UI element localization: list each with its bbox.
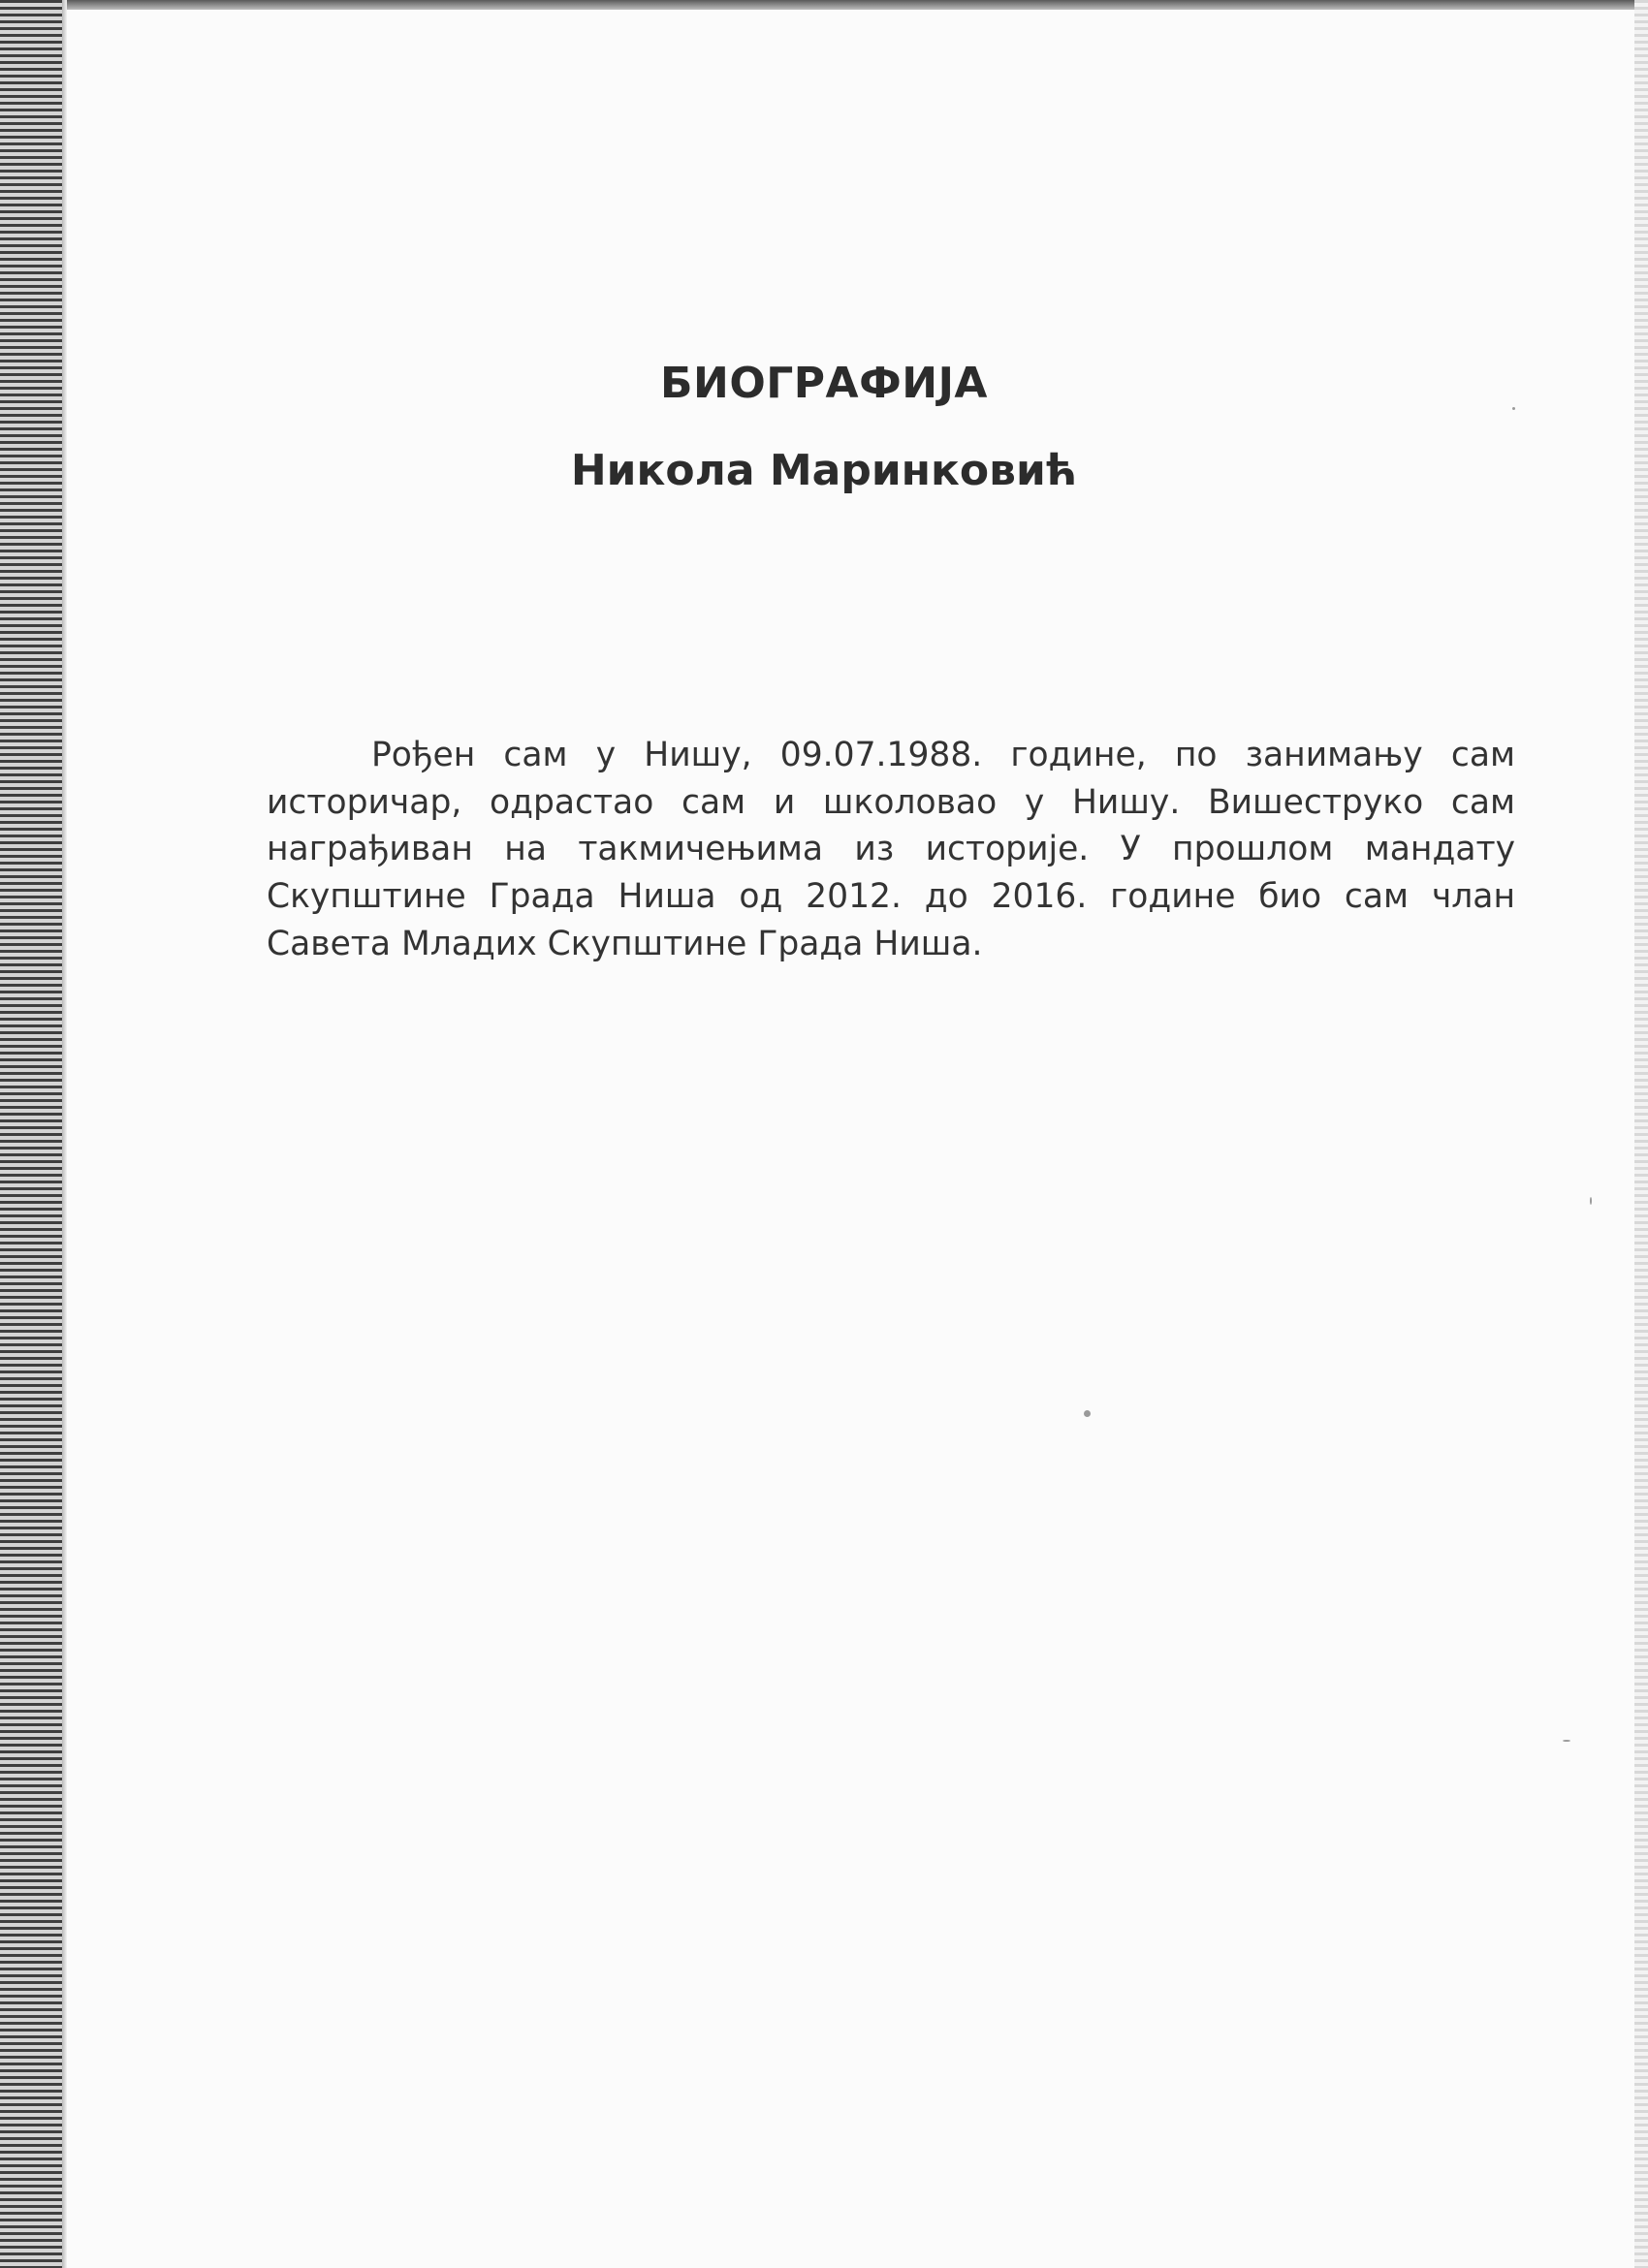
- scan-right-edge-artifact: [1634, 0, 1648, 2268]
- document-page: [67, 10, 1634, 2268]
- scan-top-shadow: [0, 0, 1648, 10]
- biography-paragraph: Рођен сам у Нишу, 09.07.1988. године, по занимању сам историчар, одрастао сам и школовао у Нишу. Вишеструко сам награђиван на такмичењима из историје. У прошлом мандату Скупштине Града Ниша од 2012. до 2016. године био сам члан Савета Младих Скупштине Града Ниша.: [267, 736, 1515, 963]
- scan-speck: [1563, 1740, 1570, 1742]
- scan-left-edge-artifact: [0, 0, 62, 2268]
- scan-speck: [1590, 1197, 1592, 1205]
- person-name: Никола Маринковић: [570, 446, 1078, 495]
- scan-speck: [1084, 1410, 1091, 1417]
- document-title: БИОГРАФИЈА: [660, 359, 988, 408]
